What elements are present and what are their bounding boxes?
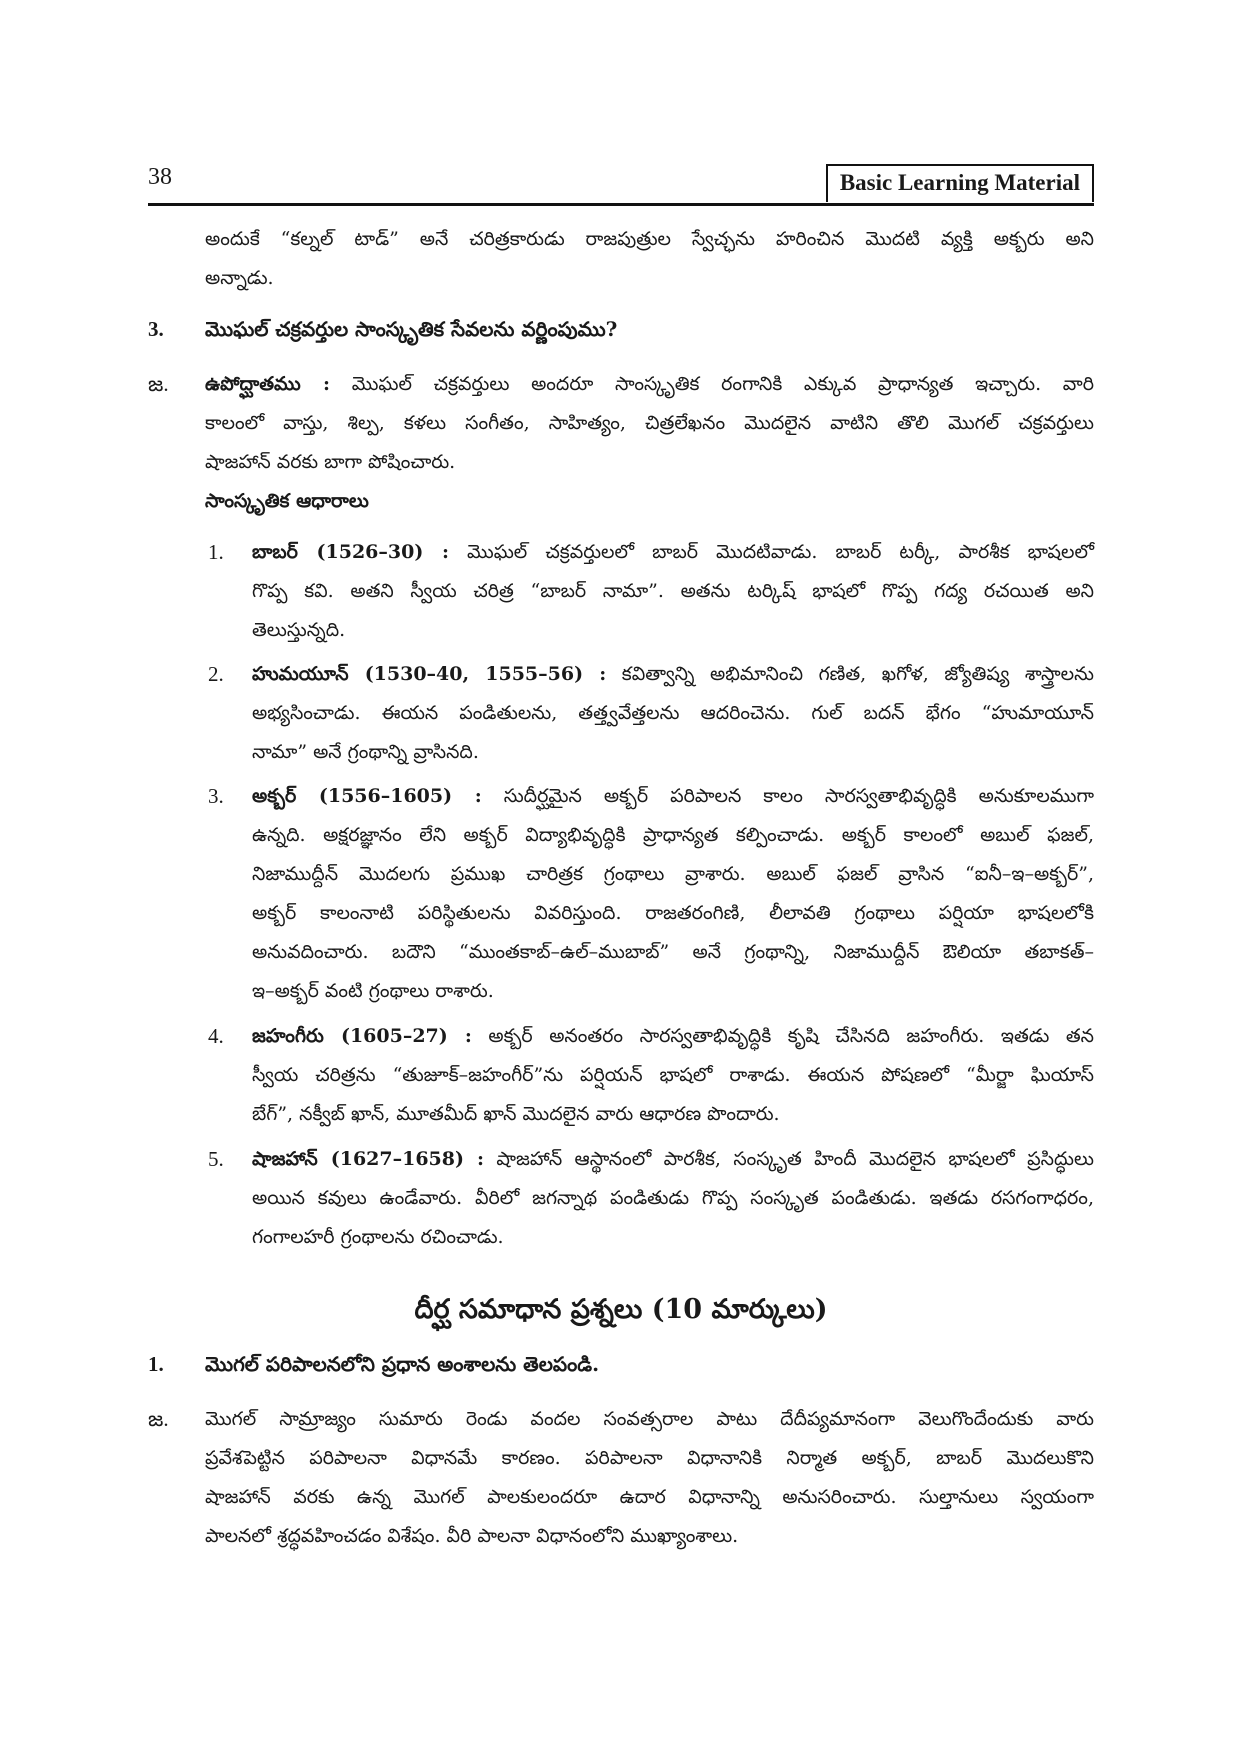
item-number: 3.: [208, 784, 224, 808]
item-line: అక్బర్ కాలంనాటి పరిస్థితులను వివరిస్తుంది. రాజతరంగిణి, లీలావతి గ్రంథాలు పర్షియా భాషలలోకి: [252, 902, 1094, 924]
answer-line: షాజహాన్ వరకు బాగా పోషించారు.: [205, 451, 456, 473]
answer-line: కాలంలో వాస్తు, శిల్ప, కళలు సంగీతం, సాహిత్యం, చిత్రలేఖనం మొదలైన వాటిని తొలి మొగల్ చక్రవర్తులు: [205, 412, 1094, 434]
item-number: 2.: [208, 662, 224, 686]
list-item: [252, 777, 1094, 1011]
page-number: 38: [148, 164, 172, 190]
answer-line-text: మొఘల్ చక్రవర్తులు అందరూ సాంస్కృతిక రంగానికి ఎక్కువ ప్రాధాన్యత ఇచ్చారు. వారి: [330, 373, 1094, 395]
item-line-text: షాజహాన్ ఆస్థానంలో పారశీక, సంస్కృత హిందీ మొదలైన భాషలలో ప్రసిద్ధులు: [483, 1148, 1094, 1170]
item-line: గొప్ప కవి. అతని స్వీయ చరిత్ర “బాబర్ నామా”. అతను టర్కిష్ భాషలో గొప్ప గద్య రచయిత అని: [252, 580, 1094, 602]
subheading: సాంస్కృతిక ఆధారాలు: [205, 490, 369, 512]
item-number: 4.: [208, 1024, 224, 1048]
item-lead: జహంగీరు (1605–27) :: [252, 1025, 472, 1047]
item-line-text: కవిత్వాన్ని అభిమానించి గణిత, ఖగోళ, జ్యోతిష్య శాస్త్రాలను: [606, 663, 1094, 685]
item-lead: బాబర్ (1526–30) :: [252, 541, 449, 563]
answer-line: [205, 365, 1094, 404]
item-line: అయిన కవులు ఉండేవారు. వీరిలో జగన్నాథ పండితుడు గొప్ప సంస్కృత పండితుడు. ఇతడు రసగంగాధరం,: [252, 1187, 1094, 1209]
answer-marker: జ.: [148, 372, 169, 396]
item-line: బేగ్”, నక్వీబ్ ఖాన్, మూతమీద్ ఖాన్ మొదలైన వారు ఆధారణ పొందారు.: [252, 1103, 780, 1125]
item-line: అభ్యసించాడు. ఈయన పండితులను, తత్త్వవేత్తలను ఆదరించెను. గుల్ బదన్ భేగం “హుమాయూన్: [252, 702, 1094, 724]
item-line: తెలుస్తున్నది.: [252, 619, 346, 641]
list-item: [252, 533, 1094, 650]
item-line: [252, 655, 1094, 694]
answer-paragraph: [205, 1400, 1094, 1556]
item-number: 5.: [208, 1147, 224, 1171]
item-line-text: సుదీర్ఘమైన అక్బర్ పరిపాలన కాలం సారస్వతాభివృద్ధికి అనుకూలముగా: [481, 785, 1094, 807]
answer-marker: జ.: [148, 1407, 169, 1431]
section-title: దీర్ఘ సమాధాన ప్రశ్నలు (10 మార్కులు): [414, 1294, 828, 1325]
item-lead: హుమయూన్ (1530–40, 1555–56) :: [252, 663, 607, 685]
item-line-text: అక్బర్ అనంతరం సారస్వతాభివృద్ధికి కృషి చేసినది జహంగీరు. ఇతడు తన: [471, 1025, 1094, 1047]
answer-lead: ఉపోద్ఘాతము :: [205, 373, 331, 395]
item-lead: అక్బర్ (1556–1605) :: [252, 785, 482, 807]
list-item: [252, 1017, 1094, 1134]
item-line: స్వీయ చరిత్రను “తుజూక్–జహంగీర్”ను పర్షియన్ భాషలో రాశాడు. ఈయన పోషణలో “మీర్జా ఘియాస్: [252, 1064, 1094, 1086]
item-line: [252, 1017, 1094, 1056]
item-lead: షాజహాన్ (1627–1658) :: [252, 1148, 484, 1170]
answer-line: మొగల్ సామ్రాజ్యం సుమారు రెండు వందల సంవత్సరాల పాటు దేదీప్యమానంగా వెలుగొందేందుకు వారు: [205, 1408, 1094, 1430]
question-number: 3.: [148, 317, 164, 341]
question-text: మొగల్ పరిపాలనలోని ప్రధాన అంశాలను తెలపండి.: [205, 1352, 600, 1376]
item-line: [252, 777, 1094, 816]
intro-line: అందుకే “కల్నల్ టాడ్” అనే చరిత్రకారుడు రాజపుత్రుల స్వేచ్ఛను హరించిన మొదటి వ్యక్తి అక్బరు అని: [205, 228, 1094, 250]
item-line: గంగాలహరీ గ్రంథాలను రచించాడు.: [252, 1226, 504, 1248]
question-number: 1.: [148, 1352, 164, 1376]
item-line: [252, 533, 1094, 572]
header-rule: [148, 203, 1094, 206]
answer-line: ప్రవేశపెట్టిన పరిపాలనా విధానమే కారణం. పరిపాలనా విధానానికి నిర్మాత అక్బర్, బాబర్ మొదలుకొని: [205, 1447, 1094, 1469]
item-line: నిజాముద్దీన్ మొదలగు ప్రముఖ చారిత్రక గ్రంథాలు వ్రాశారు. అబుల్ ఫజల్ వ్రాసిన “ఐనీ–ఇ–అక్బర్”,: [252, 863, 1094, 885]
answer-line: షాజహాన్ వరకు ఉన్న మొగల్ పాలకులందరూ ఉదార విధానాన్ని అనుసరించారు. సుల్తానులు స్వయంగా: [205, 1486, 1094, 1508]
item-line: ఉన్నది. అక్షరజ్ఞానం లేని అక్బర్ విద్యాభివృద్ధికి ప్రాధాన్యత కల్పించాడు. అక్బర్ కాలంలో అబుల్ ఫజల్,: [252, 824, 1094, 846]
answer-paragraph: [205, 365, 1094, 482]
intro-line: అన్నాడు.: [205, 267, 274, 289]
item-line: ఇ–అక్బర్ వంటి గ్రంథాలు రాశారు.: [252, 980, 494, 1002]
list-item: [252, 655, 1094, 772]
page-header: [148, 158, 1094, 206]
item-line: [252, 1140, 1094, 1179]
question-text: మొఘల్ చక్రవర్తుల సాంస్కృతిక సేవలను వర్ణింపుము?: [205, 317, 618, 341]
intro-paragraph: [205, 220, 1094, 298]
header-title-box: Basic Learning Material: [826, 164, 1094, 202]
item-line: అనువదించారు. బదౌని “ముంతకాబ్–ఉల్–ముబాబ్” అనే గ్రంథాన్ని, నిజాముద్దీన్ ఔలియా తబాకత్–: [252, 941, 1094, 963]
answer-line: పాలనలో శ్రద్ధవహించడం విశేషం. వీరి పాలనా విధానంలోని ముఖ్యాంశాలు.: [205, 1525, 739, 1547]
item-line-text: మొఘల్ చక్రవర్తులలో బాబర్ మొదటివాడు. బాబర్ టర్కీ, పారశీక భాషలలో: [448, 541, 1094, 563]
item-line: నామా” అనే గ్రంథాన్ని వ్రాసినది.: [252, 741, 479, 763]
list-item: [252, 1140, 1094, 1257]
item-number: 1.: [208, 540, 224, 564]
